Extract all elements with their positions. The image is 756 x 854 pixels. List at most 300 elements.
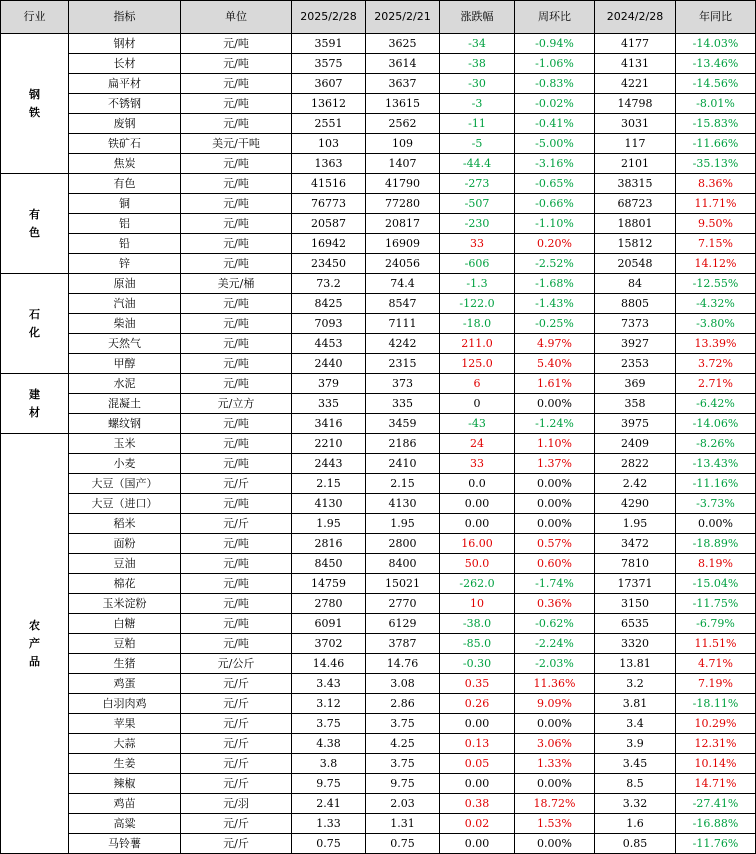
week-over-week-cell: -1.24% [515,414,595,434]
change-cell: -43 [440,414,515,434]
indicator-cell: 玉米 [69,434,181,454]
week-over-week-cell: -1.68% [515,274,595,294]
indicator-cell: 白羽肉鸡 [69,694,181,714]
week-over-week-cell: -0.65% [515,174,595,194]
table-row [1,414,756,434]
last-year-value-cell: 4131 [595,54,676,74]
previous-value-cell: 1.31 [366,814,440,834]
unit-cell: 元/公斤 [181,654,292,674]
current-value-cell: 3.12 [292,694,366,714]
unit-cell: 元/羽 [181,794,292,814]
unit-cell: 元/吨 [181,54,292,74]
year-over-year-cell: 14.12% [676,254,756,274]
sector-cell [1,374,69,434]
table-row [1,534,756,554]
table-row [1,674,756,694]
table-row [1,454,756,474]
previous-value-cell: 3637 [366,74,440,94]
last-year-value-cell: 3.2 [595,674,676,694]
unit-cell: 元/吨 [181,114,292,134]
table-row [1,474,756,494]
year-over-year-cell: -12.55% [676,274,756,294]
change-cell: 6 [440,374,515,394]
table-row [1,634,756,654]
previous-value-cell: 2.03 [366,794,440,814]
change-cell: 0.00 [440,494,515,514]
table-row [1,334,756,354]
previous-value-cell: 3.75 [366,714,440,734]
change-cell: -122.0 [440,294,515,314]
previous-value-cell: 2315 [366,354,440,374]
last-year-value-cell: 6535 [595,614,676,634]
previous-value-cell: 13615 [366,94,440,114]
unit-cell: 元/斤 [181,754,292,774]
week-over-week-cell: 3.06% [515,734,595,754]
previous-value-cell: 4130 [366,494,440,514]
week-over-week-cell: 1.10% [515,434,595,454]
unit-cell: 美元/干吨 [181,134,292,154]
week-over-week-cell: 1.53% [515,814,595,834]
table-row [1,574,756,594]
last-year-value-cell: 2.42 [595,474,676,494]
week-over-week-cell: -5.00% [515,134,595,154]
current-value-cell: 13612 [292,94,366,114]
change-cell: -85.0 [440,634,515,654]
last-year-value-cell: 3.32 [595,794,676,814]
indicator-cell: 高粱 [69,814,181,834]
current-value-cell: 14.46 [292,654,366,674]
unit-cell: 元/吨 [181,554,292,574]
indicator-cell: 生姜 [69,754,181,774]
year-over-year-cell: 10.29% [676,714,756,734]
sector-label: 有 色 [29,207,40,239]
year-over-year-cell: -15.04% [676,574,756,594]
indicator-cell: 有色 [69,174,181,194]
indicator-cell: 马铃薯 [69,834,181,854]
last-year-value-cell: 2101 [595,154,676,174]
current-value-cell: 3416 [292,414,366,434]
current-value-cell: 2816 [292,534,366,554]
sector-label: 石 化 [29,307,40,339]
previous-value-cell: 6129 [366,614,440,634]
change-cell: -44.4 [440,154,515,174]
last-year-value-cell: 1.6 [595,814,676,834]
year-over-year-cell: -4.32% [676,294,756,314]
change-cell: -3 [440,94,515,114]
current-value-cell: 6091 [292,614,366,634]
year-over-year-cell: -11.16% [676,474,756,494]
last-year-value-cell: 68723 [595,194,676,214]
week-over-week-cell: -0.94% [515,34,595,54]
table-row [1,234,756,254]
week-over-week-cell: 0.00% [515,714,595,734]
week-over-week-cell: -0.62% [515,614,595,634]
current-value-cell: 23450 [292,254,366,274]
unit-cell: 元/吨 [181,414,292,434]
last-year-value-cell: 3150 [595,594,676,614]
last-year-value-cell: 3.81 [595,694,676,714]
change-cell: 0.05 [440,754,515,774]
current-value-cell: 73.2 [292,274,366,294]
week-over-week-cell: 1.33% [515,754,595,774]
change-cell: 0.00 [440,714,515,734]
last-year-value-cell: 117 [595,134,676,154]
indicator-cell: 废钢 [69,114,181,134]
previous-value-cell: 3625 [366,34,440,54]
table-row [1,214,756,234]
previous-value-cell: 1.95 [366,514,440,534]
week-over-week-cell: -2.52% [515,254,595,274]
indicator-cell: 铁矿石 [69,134,181,154]
unit-cell: 元/立方 [181,394,292,414]
previous-value-cell: 373 [366,374,440,394]
current-value-cell: 41516 [292,174,366,194]
previous-value-cell: 3.75 [366,754,440,774]
table-row [1,694,756,714]
last-year-value-cell: 38315 [595,174,676,194]
change-cell: -230 [440,214,515,234]
week-over-week-cell: 0.00% [515,834,595,854]
previous-value-cell: 24056 [366,254,440,274]
year-over-year-cell: -14.56% [676,74,756,94]
table-row [1,774,756,794]
change-cell: -1.3 [440,274,515,294]
current-value-cell: 2443 [292,454,366,474]
year-over-year-cell: -27.41% [676,794,756,814]
unit-cell: 元/吨 [181,294,292,314]
unit-cell: 元/吨 [181,334,292,354]
indicator-cell: 混凝土 [69,394,181,414]
indicator-cell: 长材 [69,54,181,74]
previous-value-cell: 15021 [366,574,440,594]
change-cell: 125.0 [440,354,515,374]
indicator-cell: 豆粕 [69,634,181,654]
current-value-cell: 3702 [292,634,366,654]
last-year-value-cell: 20548 [595,254,676,274]
unit-cell: 元/吨 [181,74,292,94]
week-over-week-cell: -0.25% [515,314,595,334]
week-over-week-cell: 0.60% [515,554,595,574]
change-cell: -38 [440,54,515,74]
change-cell: -507 [440,194,515,214]
current-value-cell: 3.75 [292,714,366,734]
week-over-week-cell: 0.57% [515,534,595,554]
change-cell: -262.0 [440,574,515,594]
unit-cell: 元/斤 [181,674,292,694]
table-row [1,554,756,574]
current-value-cell: 7093 [292,314,366,334]
year-over-year-cell: 7.15% [676,234,756,254]
unit-cell: 元/吨 [181,94,292,114]
unit-cell: 元/吨 [181,454,292,474]
table-row [1,754,756,774]
header-week-over-week: 周环比 [515,1,595,34]
year-over-year-cell: -8.01% [676,94,756,114]
last-year-value-cell: 3031 [595,114,676,134]
previous-value-cell: 77280 [366,194,440,214]
last-year-value-cell: 3.9 [595,734,676,754]
unit-cell: 元/吨 [181,194,292,214]
year-over-year-cell: -11.75% [676,594,756,614]
indicator-cell: 原油 [69,274,181,294]
change-cell: -606 [440,254,515,274]
current-value-cell: 3.43 [292,674,366,694]
header-row [1,1,756,34]
week-over-week-cell: 0.00% [515,394,595,414]
current-value-cell: 14759 [292,574,366,594]
year-over-year-cell: 11.71% [676,194,756,214]
unit-cell: 元/吨 [181,374,292,394]
previous-value-cell: 16909 [366,234,440,254]
unit-cell: 元/斤 [181,834,292,854]
last-year-value-cell: 3.4 [595,714,676,734]
week-over-week-cell: -0.66% [515,194,595,214]
unit-cell: 元/吨 [181,34,292,54]
week-over-week-cell: 0.36% [515,594,595,614]
indicator-cell: 大豆（国产） [69,474,181,494]
last-year-value-cell: 18801 [595,214,676,234]
year-over-year-cell: -14.03% [676,34,756,54]
current-value-cell: 3575 [292,54,366,74]
year-over-year-cell: 9.50% [676,214,756,234]
change-cell: -38.0 [440,614,515,634]
previous-value-cell: 109 [366,134,440,154]
header-sector: 行业 [1,1,69,34]
week-over-week-cell: 1.37% [515,454,595,474]
current-value-cell: 2210 [292,434,366,454]
year-over-year-cell: -11.66% [676,134,756,154]
change-cell: 0 [440,394,515,414]
previous-value-cell: 0.75 [366,834,440,854]
year-over-year-cell: 13.39% [676,334,756,354]
indicator-cell: 天然气 [69,334,181,354]
table-row [1,294,756,314]
previous-value-cell: 2410 [366,454,440,474]
table-row [1,274,756,294]
last-year-value-cell: 369 [595,374,676,394]
current-value-cell: 9.75 [292,774,366,794]
indicator-cell: 锌 [69,254,181,274]
indicator-cell: 柴油 [69,314,181,334]
current-value-cell: 4453 [292,334,366,354]
change-cell: 0.35 [440,674,515,694]
previous-value-cell: 2770 [366,594,440,614]
current-value-cell: 1363 [292,154,366,174]
indicator-cell: 白糖 [69,614,181,634]
year-over-year-cell: -13.43% [676,454,756,474]
year-over-year-cell: -18.11% [676,694,756,714]
table-row [1,714,756,734]
previous-value-cell: 2562 [366,114,440,134]
sector-cell [1,274,69,374]
table-row [1,614,756,634]
unit-cell: 元/斤 [181,734,292,754]
last-year-value-cell: 3320 [595,634,676,654]
unit-cell: 元/吨 [181,174,292,194]
unit-cell: 元/吨 [181,434,292,454]
table-row [1,794,756,814]
year-over-year-cell: 8.19% [676,554,756,574]
week-over-week-cell: -2.24% [515,634,595,654]
change-cell: -18.0 [440,314,515,334]
week-over-week-cell: 5.40% [515,354,595,374]
current-value-cell: 2440 [292,354,366,374]
last-year-value-cell: 4221 [595,74,676,94]
indicator-cell: 小麦 [69,454,181,474]
table-row [1,114,756,134]
last-year-value-cell: 4177 [595,34,676,54]
unit-cell: 元/斤 [181,694,292,714]
last-year-value-cell: 7810 [595,554,676,574]
year-over-year-cell: -13.46% [676,54,756,74]
table-row [1,434,756,454]
header-indicator: 指标 [69,1,181,34]
change-cell: -273 [440,174,515,194]
previous-value-cell: 4.25 [366,734,440,754]
previous-value-cell: 3459 [366,414,440,434]
year-over-year-cell: 4.71% [676,654,756,674]
previous-value-cell: 3.08 [366,674,440,694]
year-over-year-cell: -11.76% [676,834,756,854]
change-cell: 33 [440,234,515,254]
header-unit: 单位 [181,1,292,34]
current-value-cell: 335 [292,394,366,414]
last-year-value-cell: 3472 [595,534,676,554]
week-over-week-cell: -1.10% [515,214,595,234]
current-value-cell: 103 [292,134,366,154]
table-row [1,174,756,194]
indicator-cell: 水泥 [69,374,181,394]
indicator-cell: 豆油 [69,554,181,574]
sector-label: 农 产 品 [29,618,40,668]
unit-cell: 元/斤 [181,814,292,834]
unit-cell: 元/斤 [181,474,292,494]
change-cell: 33 [440,454,515,474]
change-cell: 10 [440,594,515,614]
previous-value-cell: 335 [366,394,440,414]
week-over-week-cell: -0.83% [515,74,595,94]
current-value-cell: 8425 [292,294,366,314]
change-cell: 211.0 [440,334,515,354]
previous-value-cell: 3787 [366,634,440,654]
week-over-week-cell: 0.00% [515,774,595,794]
change-cell: -30 [440,74,515,94]
current-value-cell: 379 [292,374,366,394]
table-row [1,134,756,154]
indicator-cell: 焦炭 [69,154,181,174]
indicator-cell: 鸡苗 [69,794,181,814]
current-value-cell: 4.38 [292,734,366,754]
unit-cell: 元/吨 [181,214,292,234]
unit-cell: 元/吨 [181,354,292,374]
unit-cell: 元/吨 [181,534,292,554]
week-over-week-cell: -3.16% [515,154,595,174]
table-row [1,374,756,394]
previous-value-cell: 2186 [366,434,440,454]
previous-value-cell: 74.4 [366,274,440,294]
last-year-value-cell: 3.45 [595,754,676,774]
year-over-year-cell: 14.71% [676,774,756,794]
previous-value-cell: 9.75 [366,774,440,794]
unit-cell: 美元/桶 [181,274,292,294]
week-over-week-cell: 0.00% [515,474,595,494]
indicator-cell: 螺纹钢 [69,414,181,434]
last-year-value-cell: 17371 [595,574,676,594]
last-year-value-cell: 2409 [595,434,676,454]
previous-value-cell: 14.76 [366,654,440,674]
table-row [1,494,756,514]
change-cell: 0.26 [440,694,515,714]
previous-value-cell: 2.86 [366,694,440,714]
table-row [1,34,756,54]
change-cell: 0.0 [440,474,515,494]
current-value-cell: 4130 [292,494,366,514]
table-row [1,834,756,854]
week-over-week-cell: 18.72% [515,794,595,814]
year-over-year-cell: 12.31% [676,734,756,754]
unit-cell: 元/吨 [181,314,292,334]
week-over-week-cell: 4.97% [515,334,595,354]
previous-value-cell: 7111 [366,314,440,334]
indicator-cell: 不锈钢 [69,94,181,114]
change-cell: -11 [440,114,515,134]
indicator-cell: 扁平材 [69,74,181,94]
indicator-cell: 铅 [69,234,181,254]
current-value-cell: 8450 [292,554,366,574]
change-cell: 0.00 [440,774,515,794]
table-row [1,74,756,94]
change-cell: 0.02 [440,814,515,834]
indicator-cell: 钢材 [69,34,181,54]
week-over-week-cell: -1.74% [515,574,595,594]
week-over-week-cell: -2.03% [515,654,595,674]
indicator-cell: 辣椒 [69,774,181,794]
year-over-year-cell: 3.72% [676,354,756,374]
indicator-cell: 稻米 [69,514,181,534]
last-year-value-cell: 7373 [595,314,676,334]
current-value-cell: 3.8 [292,754,366,774]
current-value-cell: 2551 [292,114,366,134]
year-over-year-cell: -8.26% [676,434,756,454]
current-value-cell: 16942 [292,234,366,254]
previous-value-cell: 1407 [366,154,440,174]
table-row [1,514,756,534]
last-year-value-cell: 8.5 [595,774,676,794]
previous-value-cell: 4242 [366,334,440,354]
last-year-value-cell: 15812 [595,234,676,254]
table-row [1,54,756,74]
previous-value-cell: 8547 [366,294,440,314]
table-row [1,194,756,214]
indicator-cell: 汽油 [69,294,181,314]
current-value-cell: 76773 [292,194,366,214]
previous-value-cell: 2.15 [366,474,440,494]
last-year-value-cell: 2353 [595,354,676,374]
year-over-year-cell: 2.71% [676,374,756,394]
previous-value-cell: 20817 [366,214,440,234]
previous-value-cell: 2800 [366,534,440,554]
year-over-year-cell: -3.73% [676,494,756,514]
table-row [1,154,756,174]
indicator-cell: 生猪 [69,654,181,674]
current-value-cell: 1.33 [292,814,366,834]
indicator-cell: 铝 [69,214,181,234]
header-change: 涨跌幅 [440,1,515,34]
table-row [1,814,756,834]
last-year-value-cell: 2822 [595,454,676,474]
week-over-week-cell: -0.02% [515,94,595,114]
unit-cell: 元/斤 [181,514,292,534]
